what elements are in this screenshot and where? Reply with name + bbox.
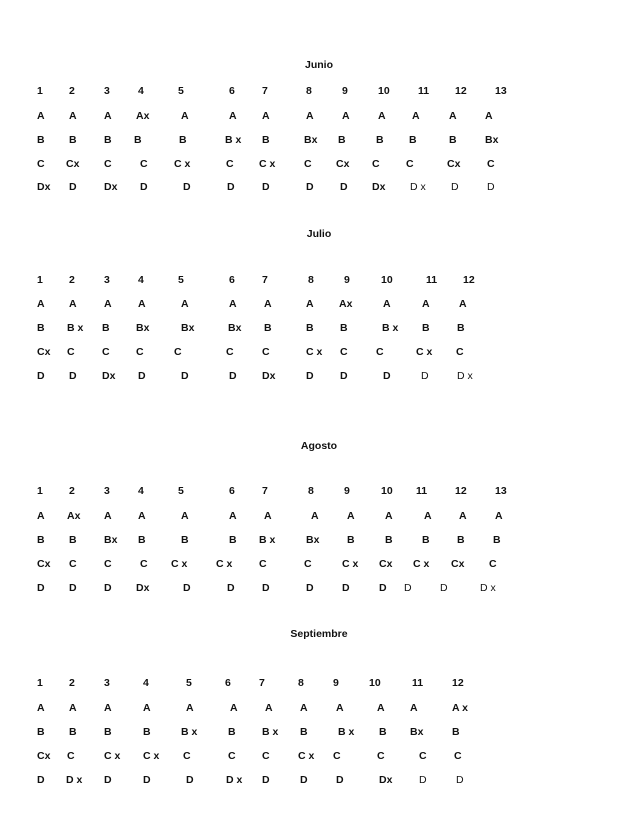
letter-cell: Bx	[304, 134, 318, 146]
letter-cell: D	[306, 370, 314, 382]
letter-cell: D	[69, 582, 77, 594]
letter-cell: C	[419, 750, 427, 762]
letter-cell: C x	[416, 346, 433, 358]
letter-cell: A	[69, 298, 77, 310]
letter-cell: D	[143, 774, 151, 786]
day-number: 4	[143, 677, 149, 689]
day-number: 4	[138, 485, 144, 497]
letter-cell: Cx	[37, 558, 51, 570]
day-number: 3	[104, 677, 110, 689]
letter-cell: D	[451, 181, 459, 193]
letter-cell: A	[377, 702, 385, 714]
letter-cell: C	[228, 750, 236, 762]
letter-cell: Cx	[336, 158, 350, 170]
letter-cell: A	[265, 702, 273, 714]
letter-cell: C	[37, 158, 45, 170]
letter-cell: B	[347, 534, 355, 546]
letter-cell: A	[37, 110, 45, 122]
letter-cell: B x	[338, 726, 355, 738]
letter-cell: A	[229, 298, 237, 310]
letter-cell: B	[143, 726, 151, 738]
letter-cell: D	[421, 370, 429, 382]
letter-cell: D	[227, 582, 235, 594]
day-number: 6	[229, 85, 235, 97]
letter-cell: D	[227, 181, 235, 193]
letter-cell: Ax	[136, 110, 150, 122]
letter-row	[0, 322, 638, 336]
day-number: 5	[178, 485, 184, 497]
letter-cell: C	[372, 158, 380, 170]
day-number-row	[0, 485, 638, 499]
letter-cell: B x	[67, 322, 84, 334]
letter-cell: D	[69, 370, 77, 382]
letter-row	[0, 726, 638, 740]
letter-cell: B	[37, 534, 45, 546]
letter-cell: B	[69, 534, 77, 546]
letter-cell: A	[104, 702, 112, 714]
letter-row	[0, 298, 638, 312]
day-number: 9	[344, 274, 350, 286]
letter-cell: A	[104, 298, 112, 310]
letter-cell: C	[140, 158, 148, 170]
letter-cell: A	[485, 110, 493, 122]
letter-cell: C	[183, 750, 191, 762]
day-number: 1	[37, 677, 43, 689]
day-number: 11	[418, 85, 430, 97]
letter-cell: B	[181, 534, 189, 546]
letter-cell: B	[37, 134, 45, 146]
letter-cell: C	[67, 750, 75, 762]
day-number: 5	[178, 274, 184, 286]
letter-row	[0, 510, 638, 524]
day-number: 10	[378, 85, 390, 97]
month-title: Septiembre	[290, 628, 348, 640]
letter-cell: B x	[382, 322, 399, 334]
day-number-row	[0, 85, 638, 99]
day-number: 8	[308, 485, 314, 497]
letter-cell: D x	[410, 181, 426, 193]
letter-cell: D	[37, 370, 45, 382]
letter-row	[0, 110, 638, 124]
day-number-row	[0, 677, 638, 691]
letter-cell: D	[456, 774, 464, 786]
letter-cell: C	[376, 346, 384, 358]
letter-cell: B	[379, 726, 387, 738]
day-number: 7	[262, 485, 268, 497]
letter-cell: Dx	[104, 181, 118, 193]
day-number: 9	[344, 485, 350, 497]
letter-cell: A	[424, 510, 432, 522]
day-number: 6	[229, 274, 235, 286]
letter-cell: D	[262, 582, 270, 594]
day-number: 1	[37, 274, 43, 286]
letter-cell: B	[422, 322, 430, 334]
letter-cell: A	[143, 702, 151, 714]
letter-cell: C	[102, 346, 110, 358]
letter-cell: A	[69, 702, 77, 714]
letter-cell: D	[183, 181, 191, 193]
letter-cell: A	[264, 298, 272, 310]
letter-cell: D	[487, 181, 495, 193]
letter-cell: B x	[259, 534, 276, 546]
letter-cell: A	[138, 510, 146, 522]
letter-cell: B	[134, 134, 142, 146]
letter-row	[0, 534, 638, 548]
letter-cell: B	[340, 322, 348, 334]
day-number: 3	[104, 485, 110, 497]
letter-row	[0, 558, 638, 572]
letter-cell: D	[104, 774, 112, 786]
letter-cell: A	[383, 298, 391, 310]
day-number: 3	[104, 85, 110, 97]
day-number: 2	[69, 85, 75, 97]
day-number: 4	[138, 85, 144, 97]
letter-cell: A	[230, 702, 238, 714]
letter-cell: D	[419, 774, 427, 786]
day-number: 9	[342, 85, 348, 97]
letter-cell: A	[264, 510, 272, 522]
letter-cell: B	[409, 134, 417, 146]
letter-cell: A	[495, 510, 503, 522]
letter-cell: B	[306, 322, 314, 334]
letter-cell: A	[412, 110, 420, 122]
letter-cell: B	[228, 726, 236, 738]
letter-cell: Bx	[228, 322, 242, 334]
letter-cell: Dx	[262, 370, 276, 382]
letter-cell: Cx	[37, 346, 51, 358]
letter-cell: C	[104, 558, 112, 570]
letter-row	[0, 370, 638, 384]
letter-cell: C x	[174, 158, 191, 170]
day-number: 8	[306, 85, 312, 97]
letter-cell: B	[69, 134, 77, 146]
letter-cell: D	[183, 582, 191, 594]
day-number: 2	[69, 677, 75, 689]
day-number-row	[0, 274, 638, 288]
letter-cell: Cx	[447, 158, 461, 170]
letter-cell: A	[306, 298, 314, 310]
letter-cell: Ax	[339, 298, 353, 310]
letter-cell: C x	[306, 346, 323, 358]
letter-cell: A	[378, 110, 386, 122]
day-number: 7	[262, 85, 268, 97]
letter-cell: D x	[226, 774, 243, 786]
letter-cell: C x	[259, 158, 276, 170]
letter-cell: A	[138, 298, 146, 310]
letter-cell: B	[69, 726, 77, 738]
letter-cell: C	[104, 158, 112, 170]
letter-cell: A	[306, 110, 314, 122]
day-number: 12	[463, 274, 475, 286]
day-number: 2	[69, 274, 75, 286]
day-number: 10	[369, 677, 381, 689]
day-number: 12	[452, 677, 464, 689]
letter-cell: B	[138, 534, 146, 546]
letter-cell: B	[104, 134, 112, 146]
letter-cell: C x	[413, 558, 430, 570]
letter-cell: Cx	[66, 158, 80, 170]
letter-cell: C	[304, 158, 312, 170]
letter-cell: C	[262, 346, 270, 358]
letter-cell: D	[340, 370, 348, 382]
letter-cell: B	[457, 534, 465, 546]
day-number: 10	[381, 485, 393, 497]
letter-cell: C	[140, 558, 148, 570]
letter-cell: A	[449, 110, 457, 122]
day-number: 10	[381, 274, 393, 286]
month-title: Julio	[306, 228, 332, 240]
letter-cell: A	[262, 110, 270, 122]
day-number: 8	[308, 274, 314, 286]
letter-cell: A x	[452, 702, 468, 714]
letter-cell: B	[452, 726, 460, 738]
letter-cell: A	[385, 510, 393, 522]
letter-cell: B x	[262, 726, 279, 738]
letter-cell: D	[186, 774, 194, 786]
day-number: 12	[455, 485, 467, 497]
letter-cell: B	[300, 726, 308, 738]
letter-cell: B	[229, 534, 237, 546]
day-number: 13	[495, 485, 507, 497]
letter-cell: B	[37, 726, 45, 738]
letter-cell: C x	[342, 558, 359, 570]
day-number: 5	[178, 85, 184, 97]
letter-cell: B	[264, 322, 272, 334]
letter-row	[0, 158, 638, 172]
letter-cell: Cx	[451, 558, 465, 570]
letter-row	[0, 702, 638, 716]
month-title: Junio	[305, 59, 333, 71]
letter-cell: B	[338, 134, 346, 146]
letter-cell: A	[186, 702, 194, 714]
letter-cell: C	[259, 558, 267, 570]
letter-cell: B	[37, 322, 45, 334]
letter-cell: B	[493, 534, 501, 546]
letter-cell: C	[304, 558, 312, 570]
letter-cell: D	[379, 582, 387, 594]
letter-cell: D	[342, 582, 350, 594]
letter-cell: Bx	[181, 322, 195, 334]
letter-cell: C	[174, 346, 182, 358]
letter-cell: A	[336, 702, 344, 714]
letter-row	[0, 774, 638, 788]
day-number: 8	[298, 677, 304, 689]
day-number: 1	[37, 485, 43, 497]
day-number: 11	[426, 274, 438, 286]
letter-cell: A	[311, 510, 319, 522]
letter-cell: Ax	[67, 510, 81, 522]
day-number: 5	[186, 677, 192, 689]
letter-cell: A	[342, 110, 350, 122]
letter-cell: C	[340, 346, 348, 358]
letter-cell: C	[489, 558, 497, 570]
letter-cell: C	[406, 158, 414, 170]
letter-cell: A	[181, 110, 189, 122]
letter-cell: Dx	[136, 582, 150, 594]
letter-cell: C	[377, 750, 385, 762]
day-number: 11	[412, 677, 424, 689]
day-number: 2	[69, 485, 75, 497]
letter-cell: C	[67, 346, 75, 358]
day-number: 3	[104, 274, 110, 286]
day-number: 11	[416, 485, 428, 497]
letter-cell: D	[37, 774, 45, 786]
letter-cell: Bx	[104, 534, 118, 546]
letter-cell: A	[181, 298, 189, 310]
letter-cell: A	[229, 510, 237, 522]
letter-cell: D	[229, 370, 237, 382]
letter-cell: Cx	[37, 750, 51, 762]
day-number: 4	[138, 274, 144, 286]
letter-cell: A	[300, 702, 308, 714]
letter-cell: C x	[298, 750, 315, 762]
letter-cell: A	[181, 510, 189, 522]
day-number: 7	[259, 677, 265, 689]
letter-cell: D	[336, 774, 344, 786]
letter-row	[0, 750, 638, 764]
letter-cell: B	[262, 134, 270, 146]
letter-cell: B	[457, 322, 465, 334]
letter-cell: C	[226, 346, 234, 358]
letter-cell: D	[140, 181, 148, 193]
month-title: Agosto	[300, 440, 338, 452]
letter-cell: D	[383, 370, 391, 382]
letter-cell: B x	[181, 726, 198, 738]
letter-cell: Dx	[379, 774, 393, 786]
letter-cell: A	[104, 110, 112, 122]
day-number: 1	[37, 85, 43, 97]
letter-cell: C	[262, 750, 270, 762]
letter-cell: D x	[480, 582, 496, 594]
day-number: 9	[333, 677, 339, 689]
letter-cell: B	[102, 322, 110, 334]
letter-cell: Bx	[410, 726, 424, 738]
letter-cell: Bx	[485, 134, 499, 146]
letter-cell: D	[440, 582, 448, 594]
letter-cell: A	[422, 298, 430, 310]
day-number: 6	[225, 677, 231, 689]
letter-cell: Cx	[379, 558, 393, 570]
letter-cell: C x	[143, 750, 160, 762]
letter-cell: Bx	[136, 322, 150, 334]
letter-cell: B	[376, 134, 384, 146]
letter-cell: C	[333, 750, 341, 762]
letter-cell: C	[454, 750, 462, 762]
letter-cell: D	[104, 582, 112, 594]
letter-cell: D	[306, 582, 314, 594]
letter-cell: B	[449, 134, 457, 146]
letter-cell: D	[138, 370, 146, 382]
day-number: 7	[262, 274, 268, 286]
letter-cell: A	[37, 510, 45, 522]
letter-cell: C	[136, 346, 144, 358]
letter-cell: B	[104, 726, 112, 738]
letter-cell: B	[385, 534, 393, 546]
day-number: 13	[495, 85, 507, 97]
letter-cell: A	[459, 298, 467, 310]
letter-cell: D x	[66, 774, 83, 786]
letter-cell: D	[262, 181, 270, 193]
letter-cell: D	[262, 774, 270, 786]
letter-cell: C	[226, 158, 234, 170]
letter-cell: D	[306, 181, 314, 193]
letter-cell: D x	[457, 370, 473, 382]
letter-cell: Dx	[102, 370, 116, 382]
letter-cell: D	[181, 370, 189, 382]
letter-cell: C	[456, 346, 464, 358]
letter-row	[0, 181, 638, 195]
letter-cell: C x	[104, 750, 121, 762]
letter-cell: A	[229, 110, 237, 122]
letter-cell: C	[69, 558, 77, 570]
day-number: 12	[455, 85, 467, 97]
letter-cell: B	[422, 534, 430, 546]
letter-cell: Dx	[372, 181, 386, 193]
letter-row	[0, 346, 638, 360]
letter-row	[0, 582, 638, 596]
letter-cell: A	[459, 510, 467, 522]
letter-cell: B x	[225, 134, 242, 146]
letter-cell: Bx	[306, 534, 320, 546]
letter-cell: D	[340, 181, 348, 193]
letter-cell: D	[300, 774, 308, 786]
letter-cell: A	[37, 702, 45, 714]
letter-cell: A	[410, 702, 418, 714]
letter-cell: A	[104, 510, 112, 522]
letter-cell: D	[69, 181, 77, 193]
letter-cell: A	[69, 110, 77, 122]
letter-cell: C x	[171, 558, 188, 570]
letter-cell: D	[37, 582, 45, 594]
letter-cell: D	[404, 582, 412, 594]
letter-cell: A	[347, 510, 355, 522]
letter-row	[0, 134, 638, 148]
day-number: 6	[229, 485, 235, 497]
letter-cell: A	[37, 298, 45, 310]
letter-cell: C	[487, 158, 495, 170]
letter-cell: C x	[216, 558, 233, 570]
letter-cell: B	[179, 134, 187, 146]
letter-cell: Dx	[37, 181, 51, 193]
